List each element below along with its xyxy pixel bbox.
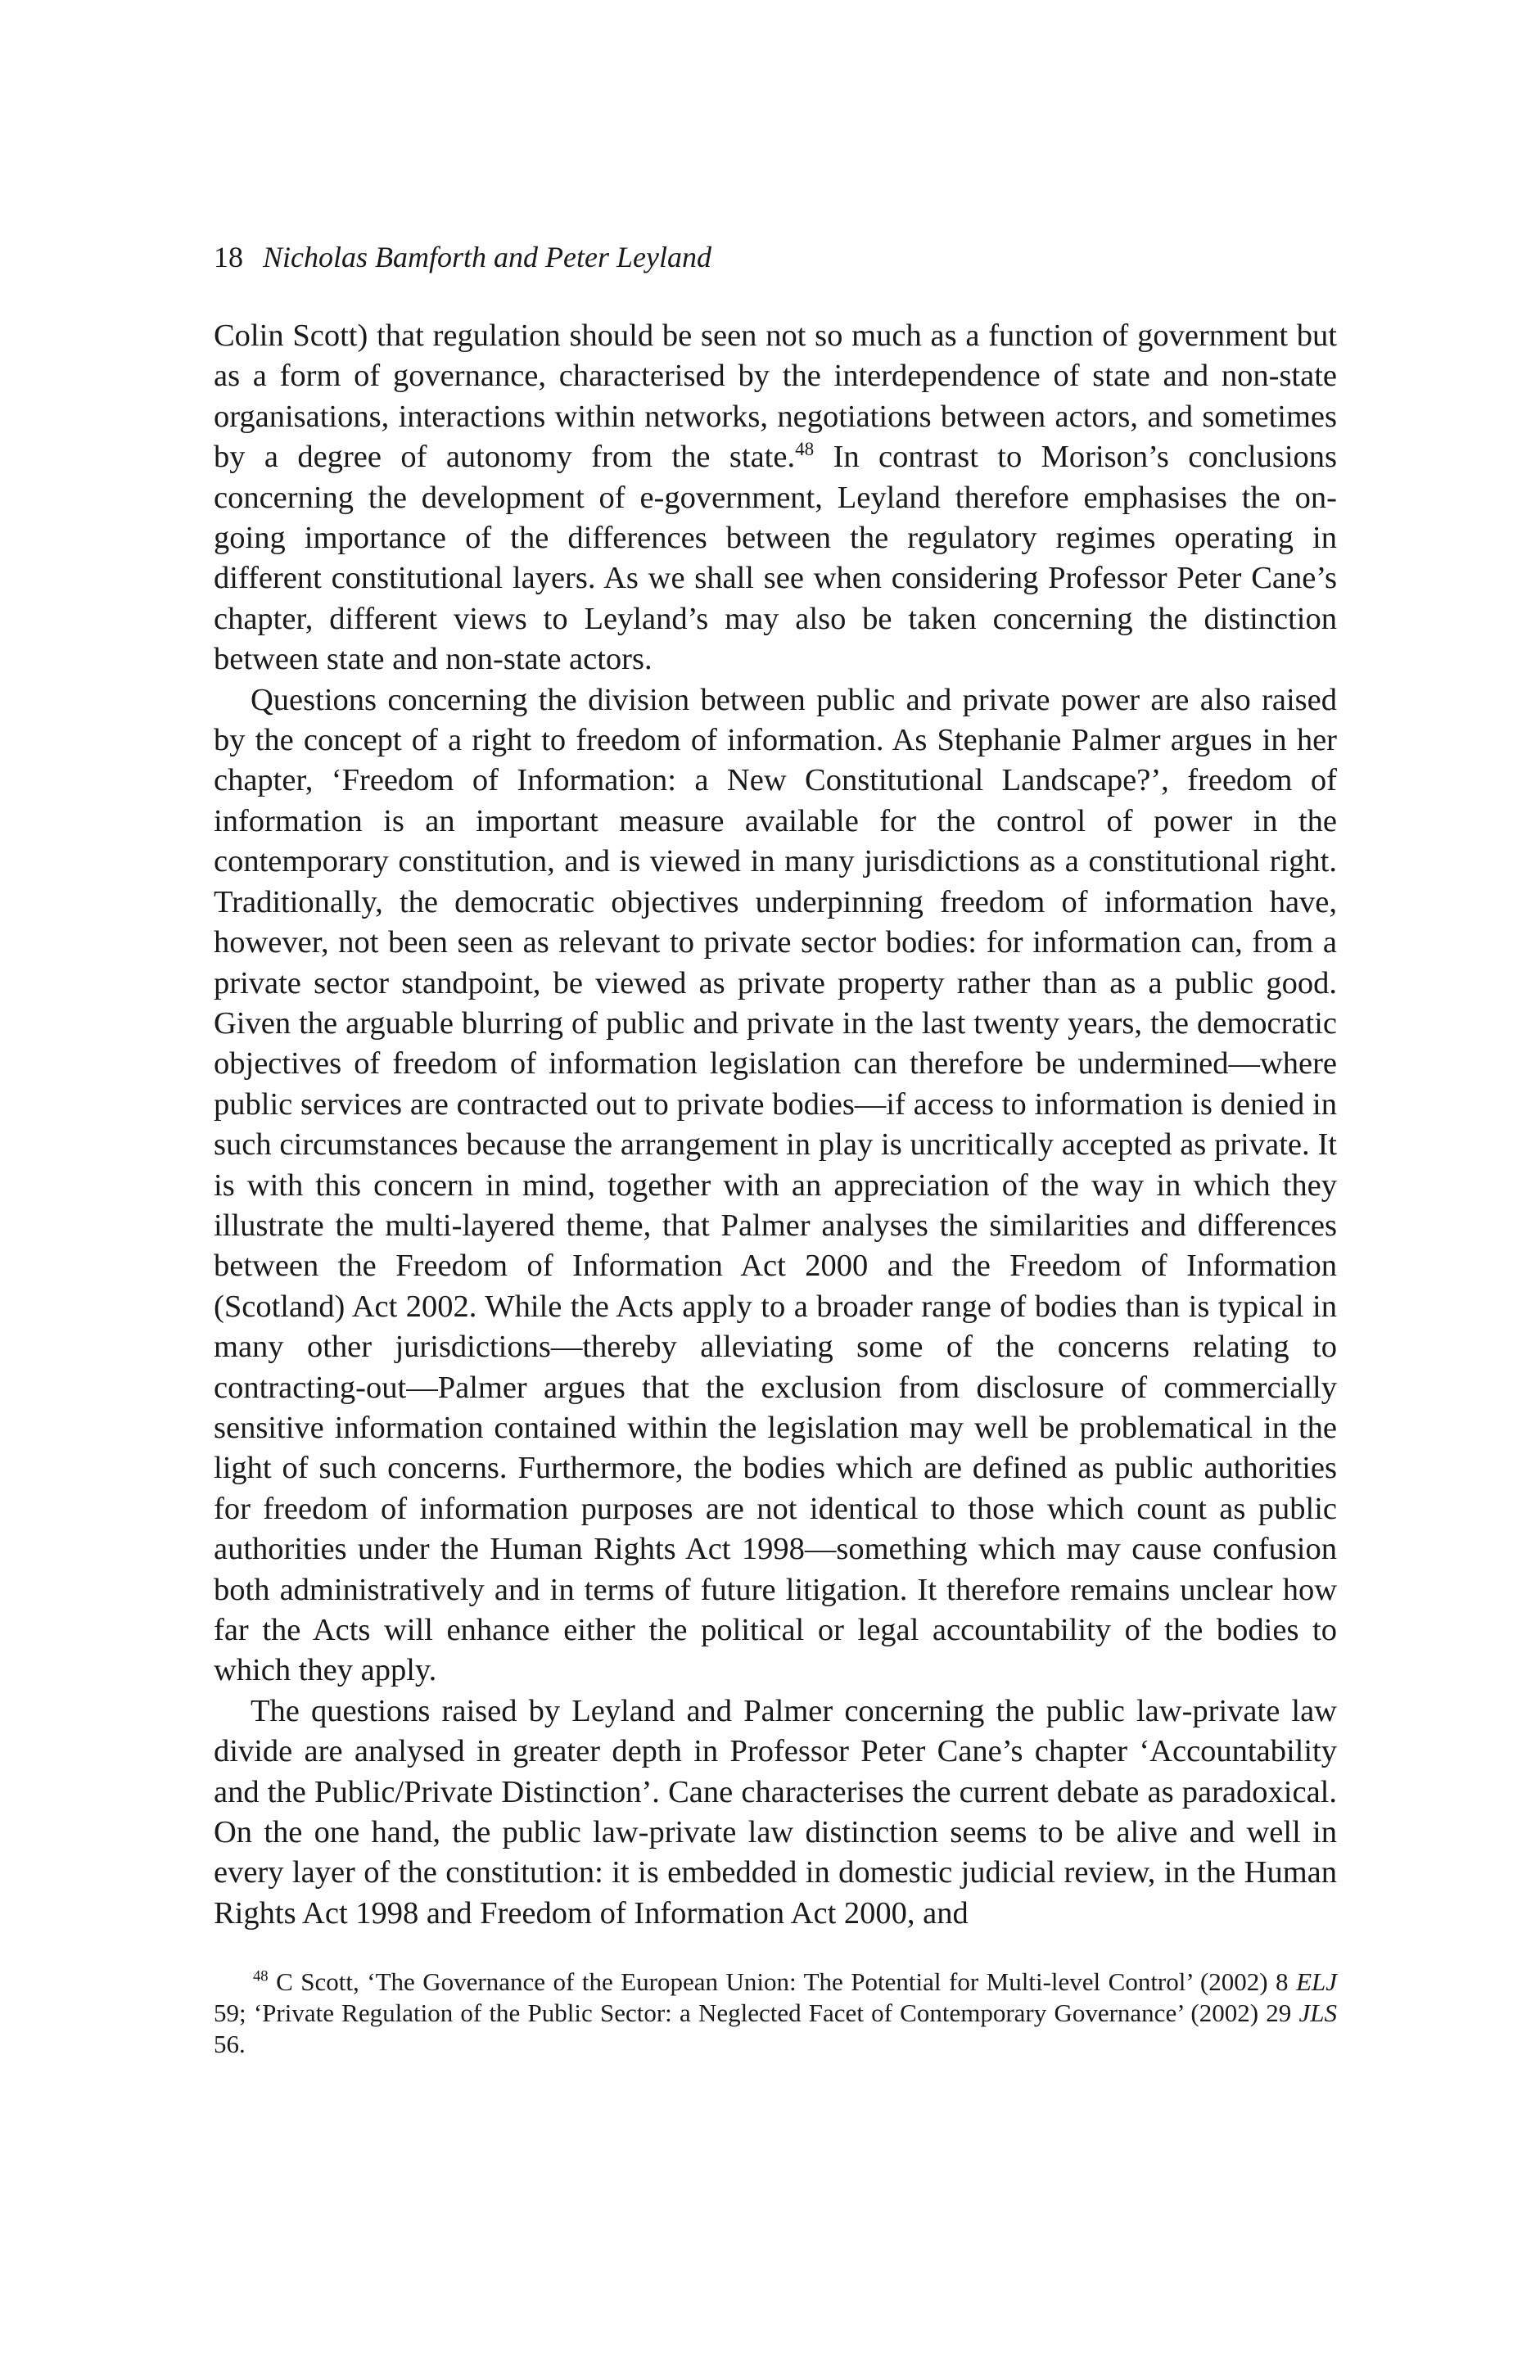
footnote-reference-48[interactable]: 48 <box>795 438 815 460</box>
footnote-number: 48 <box>253 1967 269 1985</box>
footnote-text-part-3: 56. <box>214 2030 246 2059</box>
footnote-journal-elj: ELJ <box>1296 1967 1337 1997</box>
footnote-text-part-2: 59; ‘Private Regulation of the Public Sector: a Neglected Facet of Contemporary Governance’ (2002) 29 <box>214 1998 1299 2028</box>
running-head <box>214 239 1337 275</box>
body-text <box>214 316 1337 1934</box>
footnotes <box>214 1967 1337 2060</box>
page-number: 18 <box>214 241 243 273</box>
footnote-48 <box>214 1967 1337 2060</box>
paragraph-1 <box>214 316 1337 680</box>
paragraph-1-text-before-ref: Colin Scott) that regulation should be seen not so much as a function of government but as a form of governance, characterised by the interdependence of state and non-state organisations, interactions within networks, negotiations between actors, and sometimes by a degree of autonomy from the state. <box>214 318 1337 475</box>
paragraph-3: The questions raised by Leyland and Palmer concerning the public law-private law divide are analysed in greater depth in Professor Peter Cane’s chapter ‘Accountability and the Public/Private Distinction’. Cane characterises the current debate as paradoxical. On the one hand, the public law-private law distinction seems to be alive and well in every layer of the constitution: it is embedded in domestic judicial review, in the Human Rights Act 1998 and Freedom of Information Act 2000, and <box>214 1693 1337 1931</box>
footnote-journal-jls: JLS <box>1298 1998 1337 2028</box>
book-page <box>214 239 1337 2060</box>
paragraph-2: Questions concerning the division between public and private power are also raised by the concept of a right to freedom of information. As Stephanie Palmer argues in her chapter, ‘Freedom of Information: a New Constitutional Landscape?’, freedom of information is an important measure available for the control of power in the contemporary constitution, and is viewed in many jurisdictions as a constitutional right. Traditionally, the democratic objectives underpinning freedom of information have, however, not been seen as relevant to private sector bodies: for information can, from a private sector standpoint, be viewed as private property rather than as a public good. Given the arguable blurring of public and private in the last twenty years, the democratic objectives of freedom of information legislation can therefore be undermined—where public services are contracted out to private bodies—if access to information is denied in such circumstances because the arrangement in play is uncritically accepted as private. It is with this concern in mind, together with an appreciation of the way in which they illustrate the multi-layered theme, that Palmer analyses the similarities and differences between the Freedom of Information Act 2000 and the Freedom of Information (Scotland) Act 2002. While the Acts apply to a broader range of bodies than is typical in many other jurisdictions—thereby alleviating some of the concerns relating to contracting-out—Palmer argues that the exclusion from disclosure of commercially sensitive information contained within the legislation may well be problematical in the light of such concerns. Furthermore, the bodies which are defined as public authorities for freedom of information purposes are not identical to those which count as public authorities under the Human Rights Act 1998—something which may cause confusion both administratively and in terms of future litigation. It therefore remains unclear how far the Acts will enhance either the political or legal accountability of the bodies to which they apply. <box>214 682 1337 1688</box>
running-head-authors: Nicholas Bamforth and Peter Leyland <box>263 241 711 273</box>
paragraph-1-text-after-ref: In contrast to Morison’s conclusions concerning the development of e-government, Leyland therefore emphasises the on-going importance of the differences between the regulatory regimes operating in different constitutional layers. As we shall see when considering Professor Peter Cane’s chapter, different views to Leyland’s may also be taken concerning the distinction between state and non-state actors. <box>214 440 1338 677</box>
footnote-text-part-1: C Scott, ‘The Governance of the European Union: The Potential for Multi-level Control’ (2002) 8 <box>268 1967 1297 1997</box>
